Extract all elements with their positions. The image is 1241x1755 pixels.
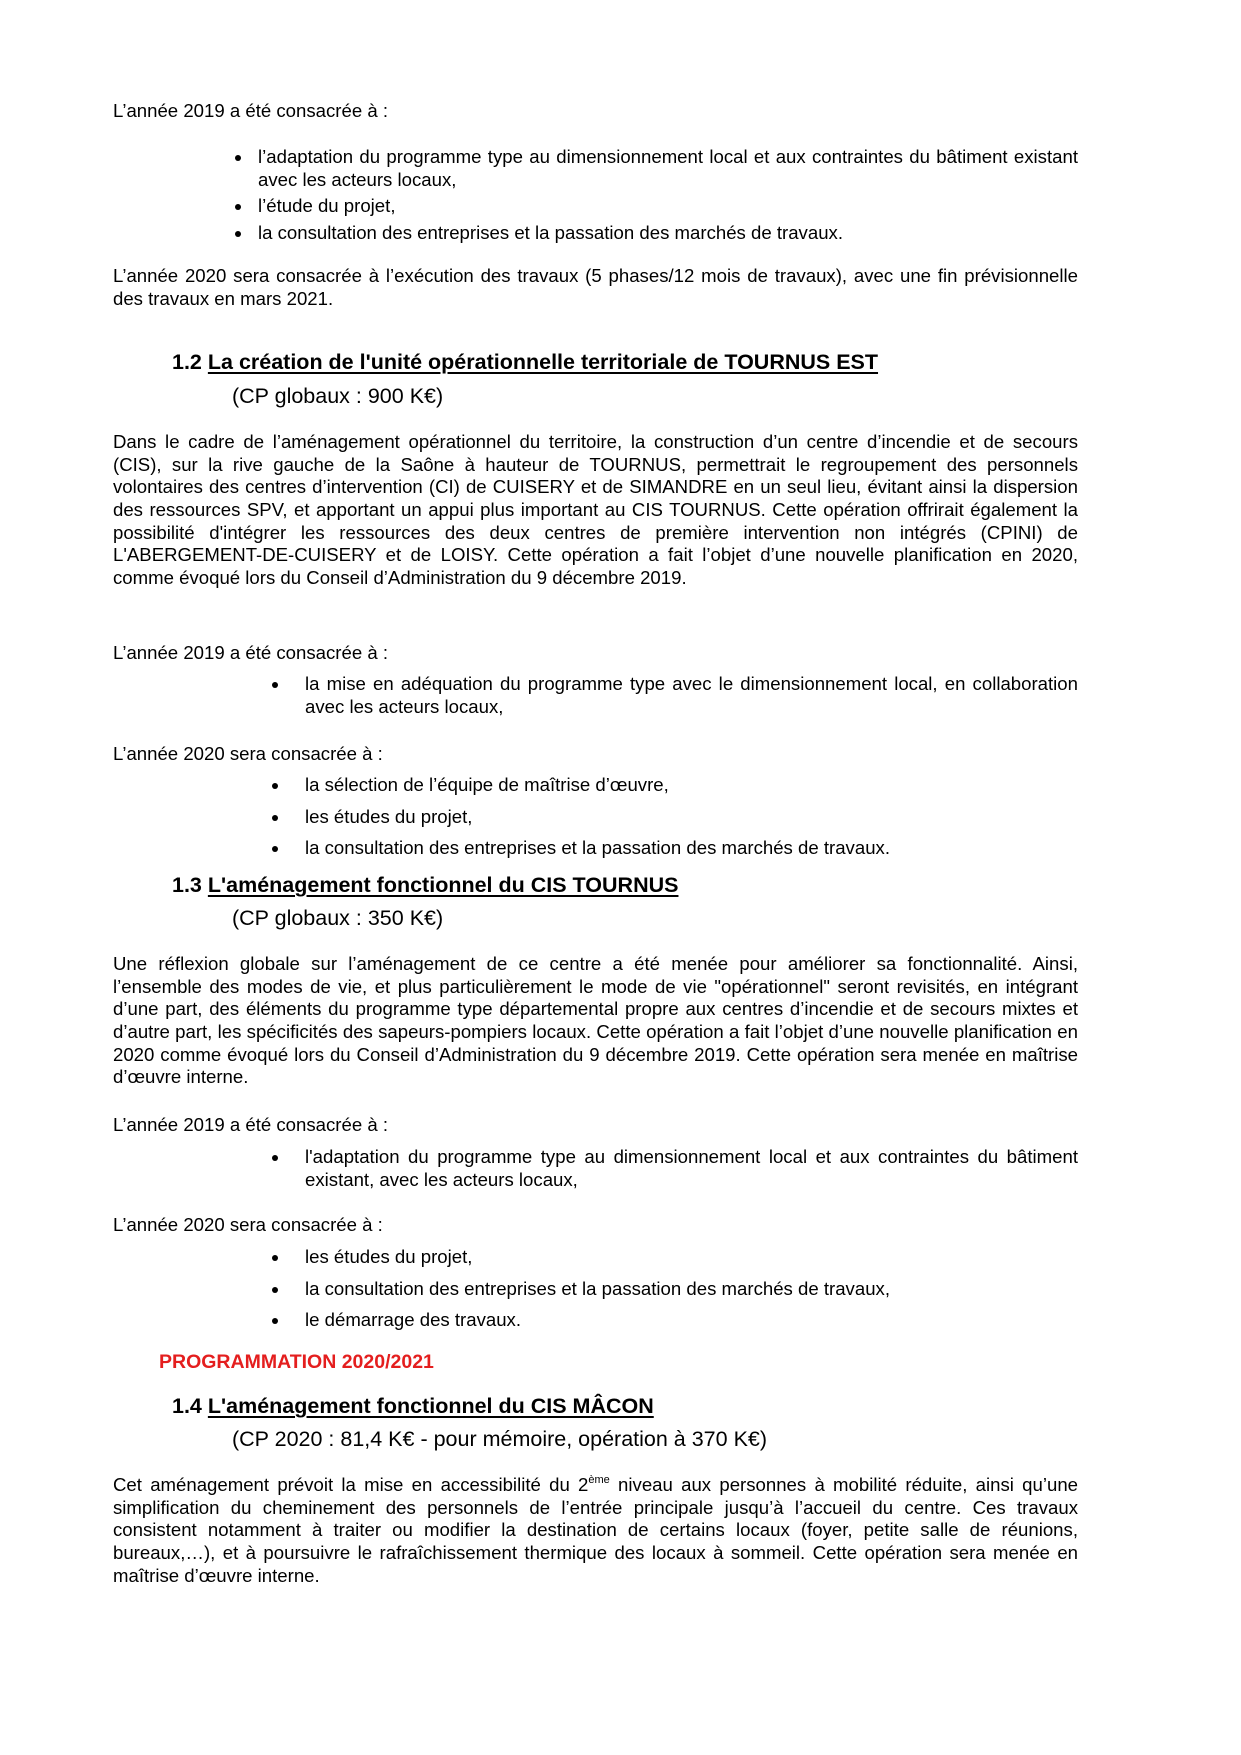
list-item-text: l’étude du projet, [258,195,396,217]
list-item [258,222,1078,245]
section-title: L'aménagement fonctionnel du CIS TOURNUS [207,873,679,897]
bullet-dot-icon [272,783,278,789]
section-number: 1.3 [172,873,202,897]
list-item [305,673,1078,718]
list-item-text: la mise en adéquation du programme type avec le dimensionnement local, en collaboration avec les acteurs locaux, [305,673,1078,717]
list-item-text: les études du projet, [305,1246,473,1267]
list-item-text: l’adaptation du programme type au dimensionnement local et aux contraintes du bâtiment existant avec les acteurs locaux, [258,146,1078,190]
section-number: 1.4 [172,1394,202,1418]
list-item-text: le démarrage des travaux. [305,1309,522,1331]
section-1-2-budget: (CP globaux : 900 K€) [232,384,444,408]
list-item [305,837,1078,860]
bullet-list-2019 [258,146,1078,245]
section-1-3-budget: (CP globaux : 350 K€) [232,906,444,930]
section-1-3-intro-2019: L’année 2019 a été consacrée à : [113,1114,388,1135]
list-item [305,806,1078,829]
list-item-text: l'adaptation du programme type au dimensionnement local et aux contraintes du bâtiment existant, avec les acteurs locaux, [305,1146,1078,1190]
section-title: La création de l'unité opérationnelle territoriale de TOURNUS EST [207,350,879,374]
section-1-3-heading [172,873,678,899]
bullet-dot-icon [272,1318,278,1324]
section-1-3-list-2020 [305,1246,1078,1332]
list-item-text: la consultation des entreprises et la passation des marchés de travaux, [305,1277,890,1299]
programmation-title: PROGRAMMATION 2020/2021 [159,1351,434,1373]
list-item [305,1309,1078,1332]
section-1-4-budget: (CP 2020 : 81,4 K€ - pour mémoire, opération à 370 K€) [232,1427,768,1451]
list-item [305,1246,1078,1269]
paragraph-text-end: niveau aux personnes à mobilité réduite, ainsi qu’une simplification du cheminement des personnels de l’entrée principale jusqu’à l’accueil du centre. Ces travaux consistent notamment à traiter ou modifier la destination de certains locaux (foyer, petite salle de réunions, bureaux,…), et à poursuivre le rafraîchissement thermique des locaux à sommeil. Cette opération sera menée en maîtrise d’œuvre interne. [113,1474,1078,1586]
bullet-dot-icon [272,1155,278,1161]
list-item-text: la consultation des entreprises et la passation des marchés de travaux. [258,222,843,244]
section-1-4-heading [172,1394,654,1420]
bullet-dot-icon [272,682,278,688]
list-item [305,1278,1078,1301]
bullet-dot-icon [272,1287,278,1293]
section-1-2-intro-2019: L’année 2019 a été consacrée à : [113,642,388,663]
section-1-3-paragraph: Une réflexion globale sur l’aménagement de ce centre a été menée pour améliorer sa fonctionnalité. Ainsi, l’ensemble des modes de vie, et plus particulièrement le mode de vie "opérationnel" seront revisités, en intégrant d’une part, des éléments du programme type départemental propre aux centres d’incendie et de secours mixtes et d’autre part, les spécificités des sapeurs-pompiers locaux. Cette opération a fait l’objet d’une nouvelle planification en 2020 comme évoqué lors du Conseil d’Administration du 9 décembre 2019. Cette opération sera menée en maîtrise d’œuvre interne. [113,953,1078,1088]
paragraph-text-start: Cet aménagement prévoit la mise en accessibilité du 2 [113,1474,589,1495]
list-item [305,1146,1078,1191]
superscript-text: ème [588,1474,610,1486]
section-1-2-intro-2020: L’année 2020 sera consacrée à : [113,743,383,764]
section-title: L'aménagement fonctionnel du CIS MÂCON [207,1394,654,1418]
closing-2020-text: L’année 2020 sera consacrée à l’exécution des travaux (5 phases/12 mois de travaux), avec une fin prévisionnelle des travaux en mars 2021. [113,265,1078,309]
bullet-dot-icon [272,815,278,821]
list-item [305,774,1078,797]
bullet-dot-icon [235,204,241,210]
list-item-text: les études du projet, [305,805,473,827]
list-item [258,146,1078,191]
intro-2019-text: L’année 2019 a été consacrée à : [113,100,388,121]
section-1-3-intro-2020: L’année 2020 sera consacrée à : [113,1214,383,1235]
section-1-2-paragraph: Dans le cadre de l’aménagement opérationnel du territoire, la construction d’un centre d’incendie et de secours (CIS), sur la rive gauche de la Saône à hauteur de TOURNUS, permettrait le regroupement des personnels volontaires des centres d’intervention (CI) de CUISERY et de SIMANDRE en un seul lieu, évitant ainsi la dispersion des ressources SPV, et apportant un appui plus important au CIS TOURNUS. Cette opération offrirait également la possibilité d'intégrer les ressources des deux centres de première intervention non intégrés (CPINI) de L'ABERGEMENT-DE-CUISERY et de LOISY. Cette opération a fait l’objet d’une nouvelle planification en 2020, comme évoqué lors du Conseil d’Administration du 9 décembre 2019. [113,431,1078,589]
list-item-text: la consultation des entreprises et la passation des marchés de travaux. [305,837,890,859]
bullet-dot-icon [272,846,278,852]
section-1-2-list-2020 [305,774,1078,860]
section-number: 1.2 [172,350,202,374]
section-1-2-list-2019 [305,673,1078,718]
section-1-3-list-2019 [305,1146,1078,1191]
section-1-2-heading [172,350,878,376]
bullet-dot-icon [272,1255,278,1261]
section-1-4-paragraph [113,1474,1078,1587]
bullet-dot-icon [235,231,241,237]
list-item-text: la sélection de l’équipe de maîtrise d’œuvre, [305,774,669,795]
list-item [258,195,1078,218]
bullet-dot-icon [235,155,241,161]
